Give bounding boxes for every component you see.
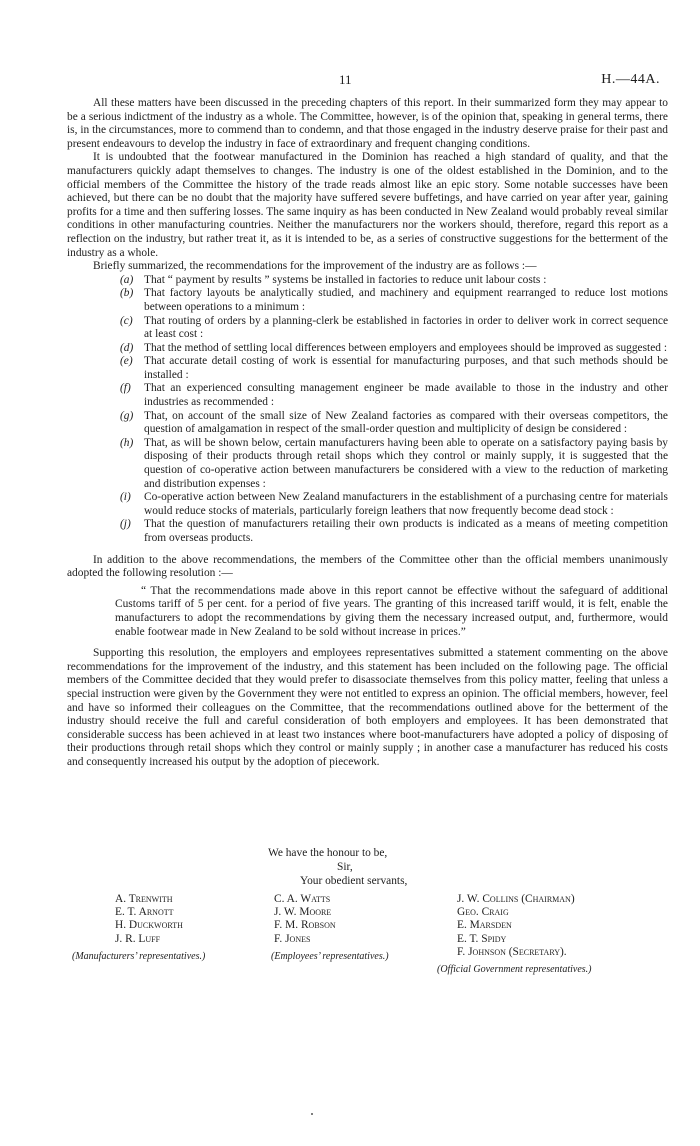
signatory-name: A. Trenwith — [115, 893, 173, 905]
signatory-name: F. Jones — [274, 932, 311, 945]
page-mark — [311, 1113, 313, 1115]
closing-line-servants: Your obedient servants, — [300, 875, 408, 887]
paragraph-resolution-intro: In addition to the above recommendations, the members of the Committee other than the official members unanimously adopted the following resolution :— — [67, 553, 668, 580]
recommendation-item — [67, 410, 668, 437]
signatory-name: C. A. Watts — [274, 893, 331, 905]
paragraph-summary: All these matters have been discussed in the preceding chapters of this report. In their summarized form they may appear to be a serious indictment of the industry as a whole. The Committee, however, is of the opinion that, speaking in general terms, there is, in the circumstances, more to commend than to condemn, and that those engaged in the industry deserve praise for their past and present endeavours to develop the industry in face of extraordinary and frequent changing conditions. — [67, 97, 668, 150]
manufacturers-signatories — [115, 893, 183, 946]
recommendation-item — [67, 437, 668, 491]
resolution-quote: “ That the recommendations made above in this report cannot be effective without the safeguard of additional Customs tariff of 5 per cent. for a period of five years. The granting of this increased tariff would, it is felt, enable the manufacturers to adopt the recommendations by giving them the necessary increased output, and, furthermore, would enable footwear made in New Zealand to be sold without increase in prices.” — [115, 584, 668, 638]
recommendation-item — [67, 355, 668, 382]
government-signatories — [457, 893, 575, 959]
recommendation-text: That “ payment by results ” systems be installed in factories to reduce unit labour costs : — [144, 273, 547, 286]
recommendation-letter: (c) — [120, 314, 133, 327]
recommendation-item — [67, 287, 668, 314]
employees-caption: (Employees’ representatives.) — [271, 951, 389, 962]
paragraph-quality: It is undoubted that the footwear manufactured in the Dominion has reached a high standard of quality, and that the manufacturers quickly adapt themselves to changes. The industry is one of the oldest established in the Dominion, and to the official members of the Committee the history of the trade reads almost like an epic story. Some notable successes have been achieved, but there can be no doubt that the majority have suffered severe buffetings, and have carried on year after year, gaining profits for a time and then suffering losses. The same inquiry as has been conducted in New Zealand would probably reveal similar conditions in other manufacturing countries. Neither the manufacturers nor the workers should, therefore, regard this report as a reflection on the industry, but rather treat it, as it is intended to be, as a series of constructive suggestions for the betterment of the industry as a whole. — [67, 151, 668, 259]
recommendation-letter: (d) — [120, 341, 134, 354]
signatory-name: F. M. Robson — [274, 919, 336, 932]
recommendation-text: That, as will be shown below, certain manufacturers having been able to operate on a satisfactory paying basis by disposing of their products through retail shops which they control or mainly supply, it is suggested that the question of co-operative action between manufacturers be considered with a view to the reduction of marketing and distribution expenses : — [144, 436, 668, 490]
recommendation-letter: (j) — [120, 518, 131, 531]
recommendation-item — [67, 491, 668, 518]
recommendation-text: That accurate detail costing of work is essential for manufacturing purposes, and that such methods should be installed : — [144, 355, 668, 381]
recommendation-item — [67, 342, 668, 356]
signatory-name: F. Johnson (Secretary). — [457, 945, 567, 958]
recommendation-letter: (f) — [120, 382, 131, 395]
recommendation-text: That an experienced consulting management engineer be made available to those in the industry and other industries as recommended : — [144, 382, 668, 409]
signatory-name: J. W. Collins (Chairman) — [457, 893, 575, 905]
signatory-name: E. Marsden — [457, 919, 512, 932]
signatory-name: E. T. Spidy — [457, 932, 507, 945]
recommendation-letter: (b) — [120, 287, 134, 300]
recommendation-text: That, on account of the small size of New Zealand factories as compared with their overseas competitors, the question of amalgamation in respect of the small-order question and multiplicity of design be considered : — [144, 409, 668, 436]
recommendation-text: That factory layouts be analytically studied, and machinery and equipment rearranged to reduce lost motions between operations to a minimum : — [144, 287, 668, 313]
recommendation-item — [67, 315, 668, 342]
government-caption: (Official Government representatives.) — [437, 964, 592, 975]
recommendation-text: That the method of settling local differences between employers and employees should be improved as suggested : — [144, 341, 667, 354]
page-number: 11 — [339, 72, 352, 87]
report-body — [67, 97, 668, 770]
paragraph-supporting-statement: Supporting this resolution, the employers and employees representatives submitted a statement commenting on the above recommendations for the improvement of the industry, and this statement has been included on the following page. The official members of the Committee decided that they would prefer to disassociate themselves from this policy matter, feeling that unless a special instruction were given by the Government they were not entitled to express an opinion. The official members, however, feel and have so informed their colleagues on the Committee, that the recommendations outlined above for the betterment of the industry should receive the full and careful consideration of both employers and employees. It has been demonstrated that considerable success has been achieved in at least two instances where boot-manufacturers have adopted a policy of disposing of their productions through retail shops which they control or mainly supply ; in another case a manufacturer has reduced his costs and consequently increased his output by the adoption of piecework. — [67, 647, 668, 768]
signatory-name: J. R. Luff — [115, 932, 161, 945]
recommendation-text: That routing of orders by a planning-clerk be established in factories in order to deliver work in correct sequence at least cost : — [144, 314, 668, 341]
recommendation-letter: (h) — [120, 436, 134, 449]
signatory-name: E. T. Arnott — [115, 906, 174, 919]
paragraph-recommendations-intro: Briefly summarized, the recommendations for the improvement of the industry are as follows :— — [93, 260, 537, 273]
signatory-name: J. W. Moore — [274, 906, 332, 919]
employees-signatories — [274, 893, 336, 946]
closing-line-sir: Sir, — [337, 861, 353, 873]
recommendation-item — [67, 274, 668, 288]
closing-line-honour: We have the honour to be, — [268, 847, 388, 859]
recommendation-item — [67, 382, 668, 409]
recommendation-text: That the question of manufacturers retailing their own products is indicated as a means of meeting competition from overseas products. — [144, 518, 668, 544]
recommendation-letter: (e) — [120, 355, 133, 368]
page-header — [0, 72, 700, 88]
recommendation-letter: (a) — [120, 273, 134, 286]
recommendations-list — [67, 274, 668, 546]
document-reference: H.—44A. — [601, 72, 660, 87]
signatory-name: H. Duckworth — [115, 919, 183, 932]
signatory-name: Geo. Craig — [457, 906, 509, 919]
manufacturers-caption: (Manufacturers’ representatives.) — [72, 951, 206, 962]
recommendation-letter: (i) — [120, 491, 131, 504]
recommendation-text: Co-operative action between New Zealand manufacturers in the establishment of a purchasing centre for materials would reduce stocks of materials, particularly foreign leathers that now frequently become dead stock : — [144, 491, 668, 517]
recommendation-letter: (g) — [120, 409, 134, 422]
recommendation-item — [67, 518, 668, 545]
